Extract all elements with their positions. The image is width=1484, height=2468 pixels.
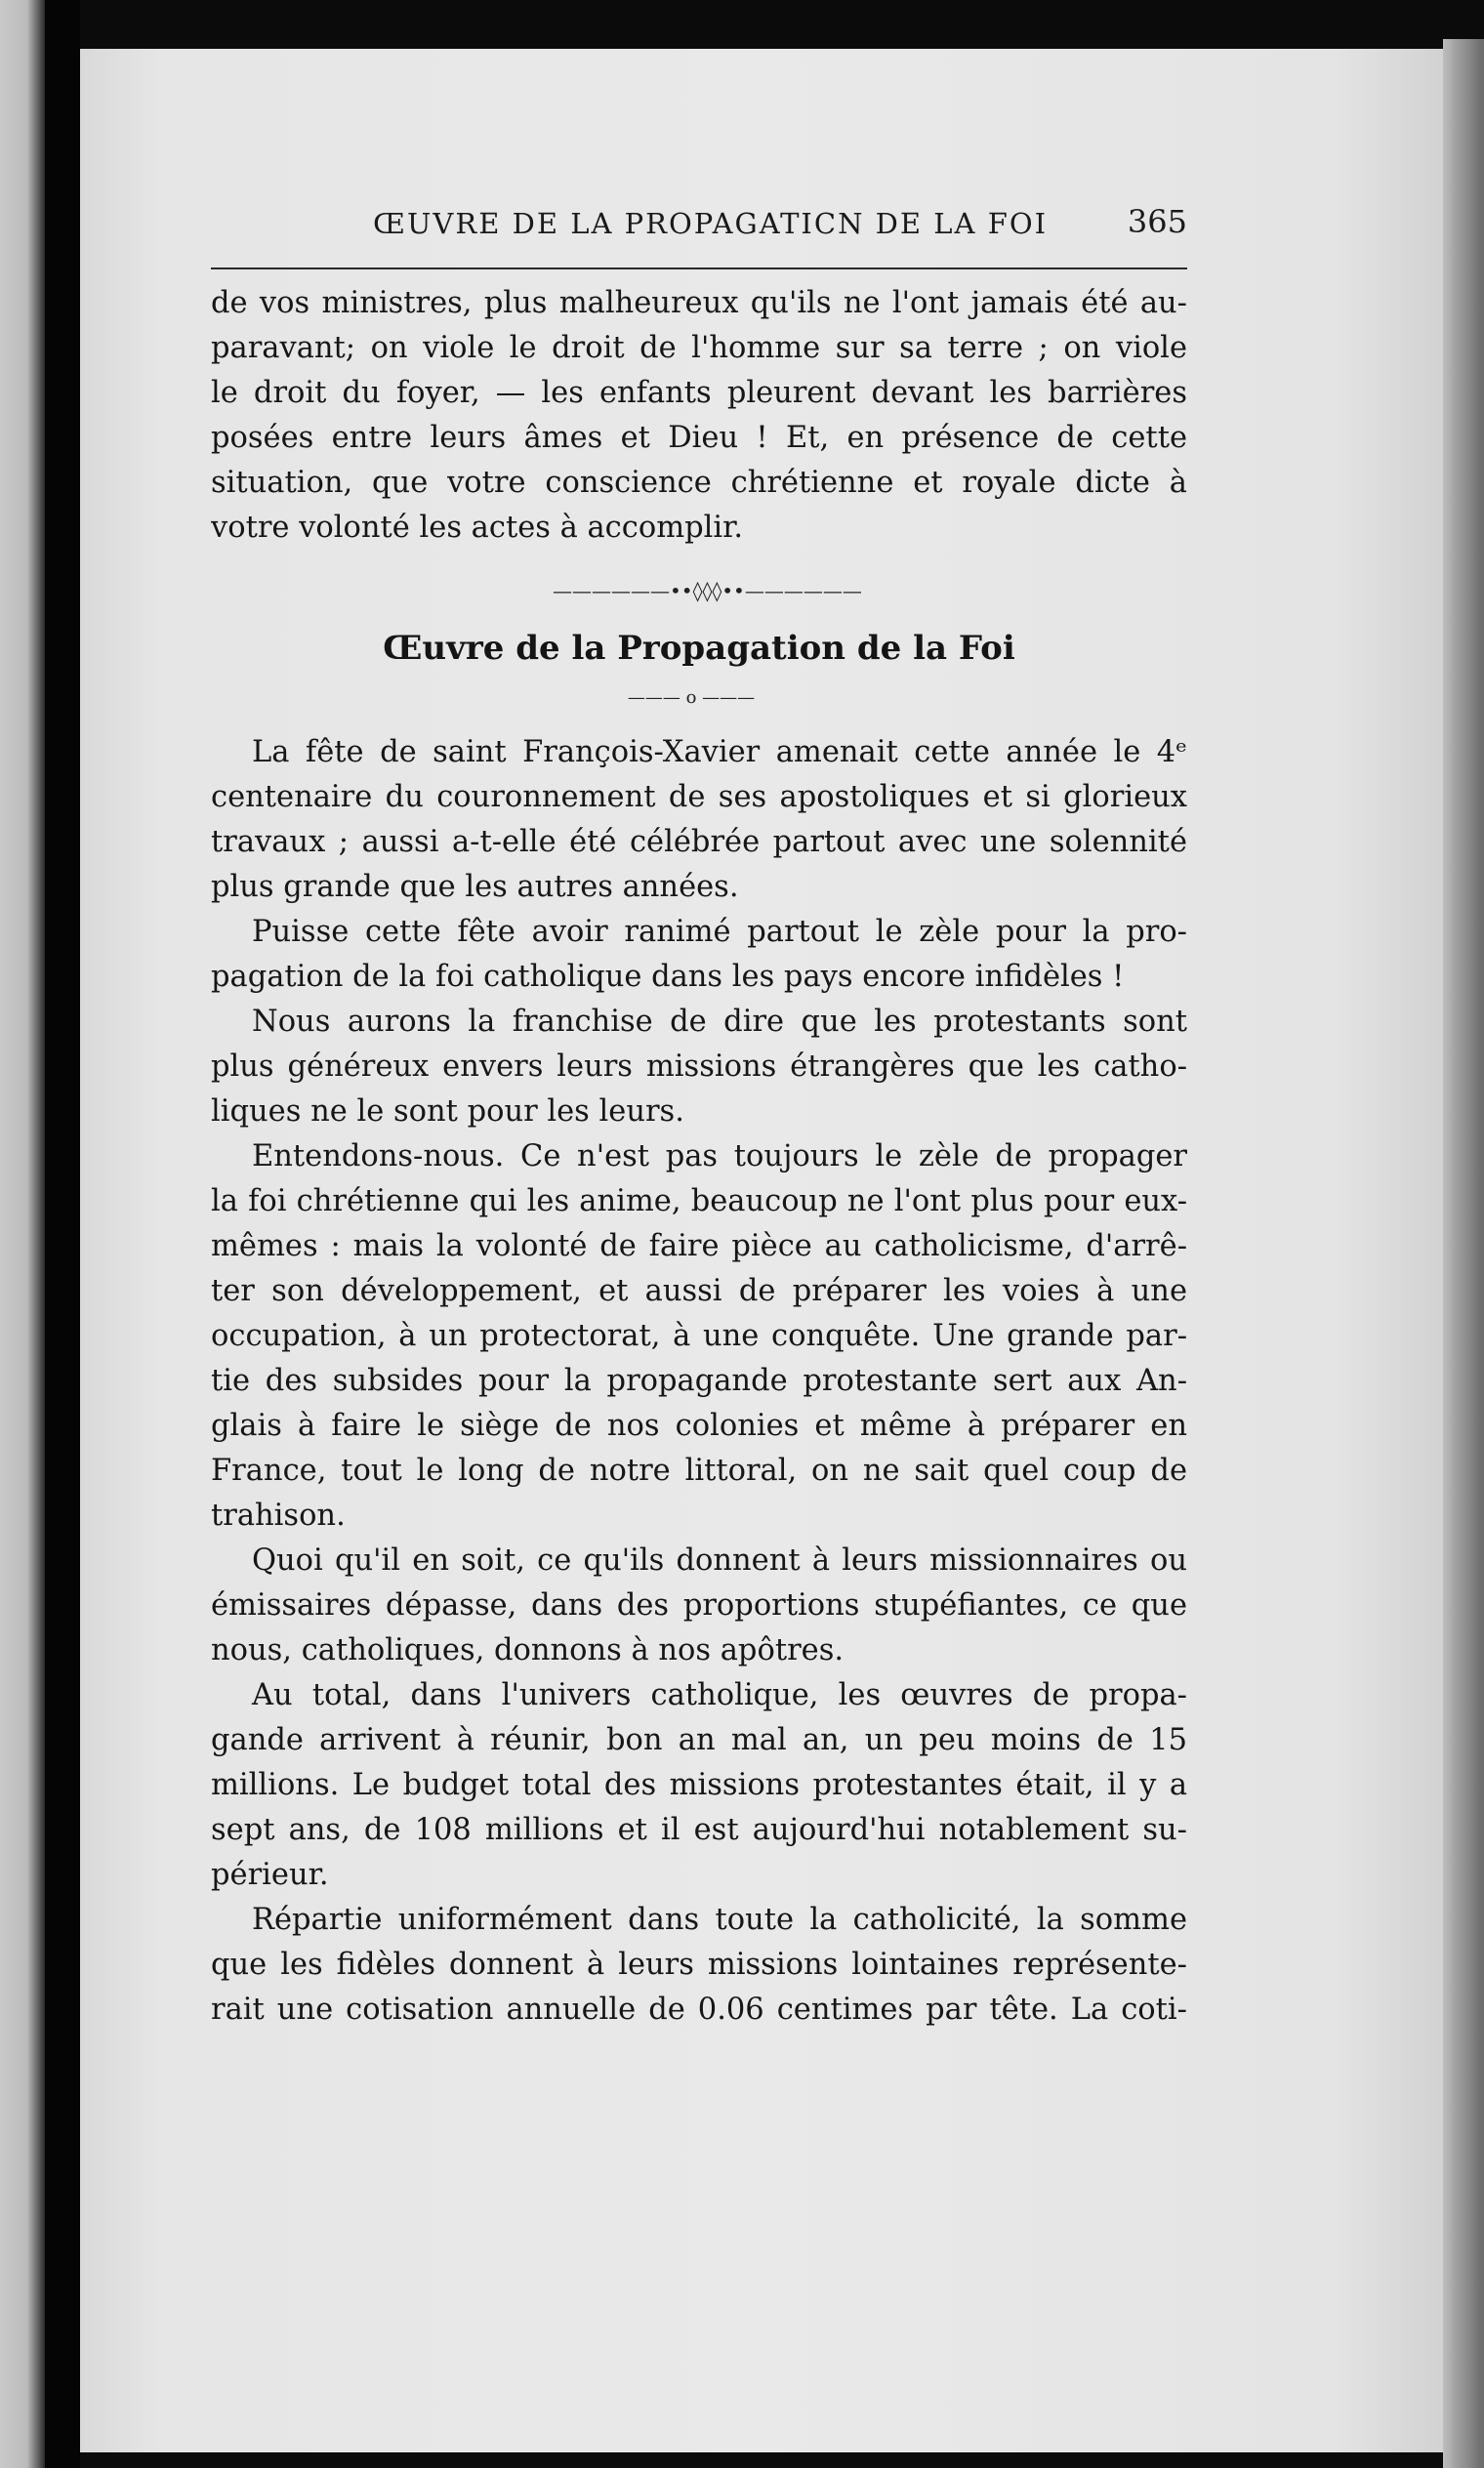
paragraph-6 [211,1673,1187,1898]
text-line: liques ne le sont pour les leurs. [211,1094,684,1129]
text-line: pagation de la foi catholique dans les pays encore infidèles ! [211,960,1125,994]
text-line: de vos ministres, plus malheureux qu'ils ne l'ont jamais été au- [211,286,1187,320]
text-line: plus généreux envers leurs missions étrangères que les catho- [211,1049,1187,1084]
book-gutter [45,0,80,2468]
paragraph-4 [211,1134,1187,1539]
text-line: périeur. [211,1858,329,1892]
text-line: gande arrivent à réunir, bon an mal an, un peu moins de 15 [211,1723,1187,1757]
text-line: plus grande que les autres années. [211,870,739,904]
text-line: glais à faire le siège de nos colonies et même à préparer en [211,1409,1187,1443]
paragraph-2 [211,910,1187,1000]
text-line: France, tout le long de notre littoral, on ne sait quel coup de [211,1454,1187,1488]
text-line: ter son développement, et aussi de préparer les voies à une [211,1274,1187,1308]
text-line: la foi chrétienne qui les anime, beaucoup ne l'ont plus pour eux- [211,1184,1187,1218]
text-line: Nous aurons la franchise de dire que les protestants sont [252,1005,1187,1039]
page-stack-edge [1443,39,1484,2468]
running-title: ŒUVRE DE LA PROPAGATICN DE LA FOI [373,207,1049,240]
running-header [211,203,1187,252]
text-line: occupation, à un protectorat, à une conquête. Une grande par- [211,1319,1187,1353]
text-line: mêmes : mais la volonté de faire pièce au catholicisme, d'arrê- [211,1229,1187,1263]
body-text [211,730,1187,2033]
text-line: Au total, dans l'univers catholique, les œuvres de propa- [252,1678,1187,1712]
text-line: Quoi qu'il en soit, ce qu'ils donnent à leurs missionnaires ou [252,1543,1187,1578]
text-line: rait une cotisation annuelle de 0.06 centimes par tête. La coti- [211,1993,1187,2027]
text-line: millions. Le budget total des missions protestantes était, il y a [211,1768,1187,1802]
paragraph-3 [211,1000,1187,1134]
text-line: paravant; on viole le droit de l'homme sur sa terre ; on viole [211,331,1187,365]
paragraph-5 [211,1539,1187,1673]
text-line: trahison. [211,1499,346,1533]
adjacent-page-edge [0,0,45,2468]
paragraph-1 [211,730,1187,910]
text-line: Puisse cette fête avoir ranimé partout le zèle pour la pro- [252,915,1187,949]
page-number: 365 [1127,203,1187,240]
text-line: que les fidèles donnent à leurs missions lointaines représente- [211,1948,1187,1982]
text-line: votre volonté les actes à accomplir. [211,511,744,545]
intro-paragraph [211,281,1187,551]
text-line: Répartie uniformément dans toute la catholicité, la somme [252,1903,1187,1937]
section-ornament: ——————••◊◊◊••—————— [553,579,862,602]
header-rule [211,267,1187,269]
text-line: Entendons-nous. Ce n'est pas toujours le zèle de propager [252,1139,1187,1173]
text-line: travaux ; aussi a-t-elle été célébrée partout avec une solennité [211,825,1187,859]
text-line: sept ans, de 108 millions et il est aujourd'hui notablement su- [211,1813,1187,1847]
text-line: nous, catholiques, donnons à nos apôtres. [211,1633,845,1667]
text-line: La fête de saint François-Xavier amenait cette année le 4ᵉ [252,735,1187,769]
text-line: émissaires dépasse, dans des proportions stupéfiantes, ce que [211,1588,1187,1623]
text-line: tie des subsides pour la propagande protestante sert aux An- [211,1364,1187,1398]
text-line: posées entre leurs âmes et Dieu ! Et, en présence de cette [211,421,1187,455]
section-title: Œuvre de la Propagation de la Foi [383,629,1015,668]
text-line: le droit du foyer, — les enfants pleurent devant les barrières [211,376,1187,410]
text-line: centenaire du couronnement de ses apostoliques et si glorieux [211,780,1187,814]
paragraph-7 [211,1898,1187,2033]
text-line: situation, que votre conscience chrétienne et royale dicte à [211,466,1187,500]
section-sub-rule: ——— o ——— [627,687,756,708]
